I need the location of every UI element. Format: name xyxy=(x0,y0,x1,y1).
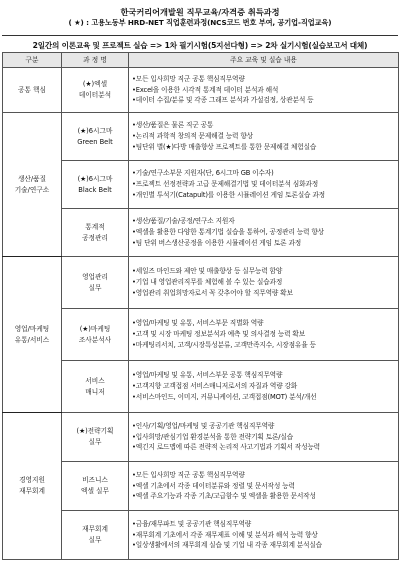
course-name-line: 엑셀 실무 xyxy=(81,487,109,495)
content-line: •엑셀 기초에서 각종 데이터분류와 정렬 및 문서작성 능력 xyxy=(132,481,295,490)
content-line: •영업/마케팅 및 유통, 서비스부문 직별화 역량 xyxy=(132,319,264,328)
content-line: •금융/재무파트 및 공공기관 핵심직무역량 xyxy=(132,519,252,528)
content-line: •기업 내 영업관리직무를 체험해 볼 수 있는 실습과정 xyxy=(132,278,283,287)
category-label: 공통 핵심 xyxy=(18,85,46,94)
process-note: 2일간의 이론교육 및 프로젝트 실습 => 1차 필기시험(5지선다형) => 2차 실기시험(실습보고서 대체) xyxy=(32,41,368,50)
document-subtitle: ( ★) : 고용노동부 HRD-NET 직업훈련과정(NCS코드 번호 부여, 공기업-직업교육) xyxy=(68,18,332,27)
content-line: •영업/마케팅 및 유통, 서비스부문 공통 핵심직무역량 xyxy=(132,371,283,380)
header-content: 주요 교육 및 실습 내용 xyxy=(129,53,399,68)
content-line: •데이터 수집/분류 및 각종 그래프 분석과 가설검정, 상관분석 등 xyxy=(132,96,314,105)
content-line: •서비스마인드, 이미지, 커뮤니케이션, 고객접점(MOT) 분석/개선 xyxy=(132,392,317,401)
content-cell xyxy=(129,462,399,511)
course-name-line: (★)마케팅 xyxy=(79,324,111,333)
table-row xyxy=(3,511,399,560)
content-line: •기술/연구소부문 지원자(단, 6시그마 GB 이수자) xyxy=(132,169,274,178)
course-name-line: Black Belt xyxy=(78,185,112,194)
course-name-cell xyxy=(62,209,129,257)
course-name-cell xyxy=(62,161,129,209)
header-category: 구분 xyxy=(3,53,62,68)
course-name-cell xyxy=(62,68,129,113)
course-name-cell xyxy=(62,113,129,161)
category-cell xyxy=(3,113,62,257)
course-table xyxy=(2,52,399,560)
content-line: •엑셀을 활용한 다양한 통계기법 실습을 통하여, 공정관리 능력 향상 xyxy=(132,228,324,237)
course-name-line: 실무 xyxy=(88,283,102,292)
content-line: •생산/품질/기술/공정/연구소 지원자 xyxy=(132,217,235,226)
course-name-line: 서비스 xyxy=(85,376,105,385)
table-row xyxy=(3,309,399,361)
content-line: •모든 입사희망 직군 공통 핵심직무역량 xyxy=(132,470,245,479)
content-line: •논리적 과학적 창의적 문제해결 능력 향상 xyxy=(132,132,253,141)
category-label: 경영지원 xyxy=(19,476,45,485)
course-name-line: (★)6시그마 xyxy=(77,126,113,135)
category-label: 재무회계 xyxy=(19,487,45,495)
course-name-line: 조사분석사 xyxy=(78,335,112,344)
course-name-line: 데이터분석 xyxy=(78,91,112,99)
content-cell xyxy=(129,113,399,161)
title-block xyxy=(0,7,400,28)
course-name-line: 영업관리 xyxy=(82,272,108,281)
content-line: •마케팅리서치, 고객/시장특성분류, 고객만족지수, 시장점유율 등 xyxy=(132,340,316,349)
content-cell xyxy=(129,209,399,257)
table-row xyxy=(3,113,399,161)
category-label: 영업/마케팅 xyxy=(14,324,50,333)
content-cell xyxy=(129,361,399,413)
content-line: •팀단위 별(★)다방 매출향상 프로젝트를 통한 문제해결 체험실습 xyxy=(132,142,317,151)
course-name-line: (★)엑셀 xyxy=(82,80,108,89)
course-name-line: 재무회계 xyxy=(82,525,108,534)
content-line: •인사/기획/영업/마케팅 및 공공기관 핵심직무역량 xyxy=(132,421,275,430)
category-label: 생산/품질 xyxy=(17,174,47,183)
category-cell xyxy=(3,413,62,560)
content-cell xyxy=(129,257,399,309)
content-line: •생산/품질은 물론 직군 공통 xyxy=(132,121,214,130)
content-cell xyxy=(129,161,399,209)
course-name-cell xyxy=(62,511,129,560)
table-row xyxy=(3,161,399,209)
content-line: •재무회계 기초에서 각종 재무제표 이해 및 분석과 해석 능력 향상 xyxy=(132,530,318,539)
course-name-line: (★)6시그마 xyxy=(77,174,113,183)
table-row xyxy=(3,361,399,413)
content-line: •프로젝트 선정전략과 고급 문제해결기법 및 데이터분석 심화과정 xyxy=(132,180,319,189)
content-line: •고객 및 시장 마케팅 정보분석과 예측 및 의사결정 능력 확보 xyxy=(132,330,306,339)
content-cell xyxy=(129,309,399,361)
document-title: 한국커리어개발원 직무교육/자격증 취득과정 xyxy=(120,7,280,17)
header-course: 과 정 명 xyxy=(62,53,129,68)
content-line: •영업관리 취업희망자로서 꼭 갖추어야 할 직무역량 확보 xyxy=(132,288,293,297)
course-name-line: 실무 xyxy=(88,438,102,446)
course-name-line: 매니저 xyxy=(85,387,105,396)
content-line: •엑셀 주요기능과 각종 기초/고급함수 및 엑셀을 활용한 문서작성 xyxy=(132,492,316,501)
table-row xyxy=(3,413,399,462)
content-cell xyxy=(129,413,399,462)
top-divider xyxy=(2,35,398,36)
course-name-line: 실무 xyxy=(88,536,102,544)
content-line: •세일즈 마인드와 제안 및 매출향상 등 실무능력 함양 xyxy=(132,267,283,276)
content-cell xyxy=(129,511,399,560)
course-name-cell xyxy=(62,257,129,309)
content-line: •일상생활에서의 재무회계 실습 및 기업 내 각종 재무회계 분석실습 xyxy=(132,541,322,550)
course-name-line: 공정관리 xyxy=(82,233,108,242)
course-name-cell xyxy=(62,309,129,361)
content-line: •모든 입사희망 직군 공통 핵심직무역량 xyxy=(132,74,245,83)
content-line: •입사희망/관심기업 환경분석을 통한 전략기획 토론/실습 xyxy=(132,432,294,441)
table-row xyxy=(3,257,399,309)
table-row xyxy=(3,209,399,257)
course-name-cell xyxy=(62,361,129,413)
content-line: •개인별 투석기(Catapult)를 이용한 시뮬레이션 게임 토론실습 과정 xyxy=(132,190,325,199)
table-row xyxy=(3,68,399,113)
category-cell xyxy=(3,257,62,413)
course-name-line: 통계적 xyxy=(85,222,105,231)
table-header-row xyxy=(3,53,399,68)
category-cell xyxy=(3,68,62,113)
course-name-line: 비즈니스 xyxy=(82,476,108,485)
course-name-line: Green Belt xyxy=(77,137,113,146)
content-line: •엑긴지 로드맵에 따른 전략적 논리적 사고기법과 기획서 작성능력 xyxy=(132,443,320,452)
category-label: 유통/서비스 xyxy=(14,335,50,344)
table-row xyxy=(3,462,399,511)
course-name-line: (★)전략기획 xyxy=(76,427,114,436)
course-name-cell xyxy=(62,413,129,462)
content-line: •팀 단위 버스생산공정을 이용한 시뮬레이션 게임 토론 과정 xyxy=(132,238,302,247)
content-line: •고객지향 고객접점 서비스매니저로서의 자질과 역량 강화 xyxy=(132,382,298,391)
content-cell xyxy=(129,68,399,113)
course-name-cell xyxy=(62,462,129,511)
category-label: 기술/연구소 xyxy=(14,185,50,194)
content-line: •Excel을 이용한 시각적 통계적 데이터 분석과 해석 xyxy=(132,85,279,94)
